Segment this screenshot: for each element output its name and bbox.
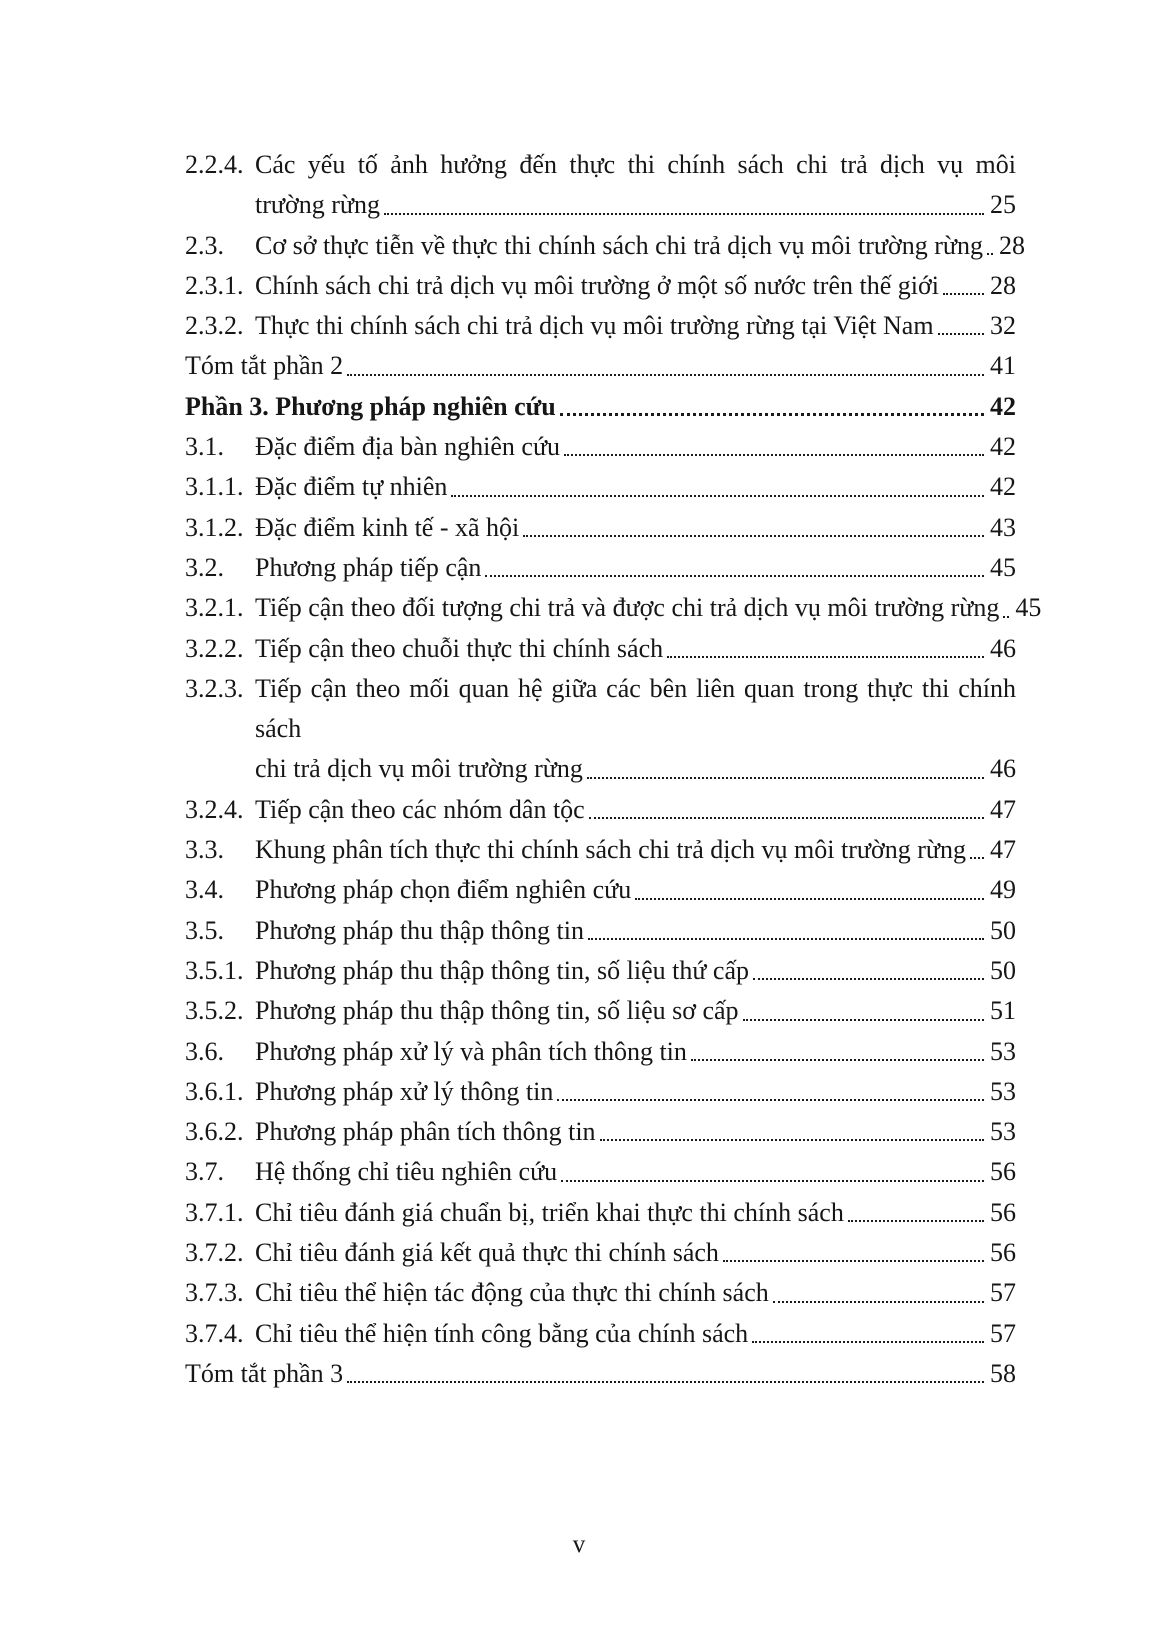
toc-entry	[185, 790, 1016, 830]
toc-entry-summary	[185, 1354, 1016, 1394]
toc-entry-page: 46	[990, 633, 1016, 663]
toc-entry-number: 3.3.	[185, 835, 224, 865]
toc-entry-number: 3.2.1.	[185, 593, 244, 623]
toc-entry-page: 41	[990, 351, 1016, 381]
toc-entry-page: 50	[990, 955, 1016, 985]
toc-entry-page: 53	[990, 1076, 1016, 1106]
toc-entry-number: 3.1.1.	[185, 472, 244, 502]
toc-entry-number: 3.6.	[185, 1036, 224, 1066]
dot-leader	[584, 911, 988, 951]
toc-entry-page: 47	[990, 794, 1016, 824]
dot-leader	[749, 951, 988, 991]
toc-entry-number: 2.3.	[185, 230, 224, 260]
toc-entry-page: 46	[990, 754, 1016, 784]
toc-entry	[185, 1072, 1016, 1112]
toc-entry-number: 3.7.4.	[185, 1318, 244, 1348]
toc-entry-number: 2.3.1.	[185, 270, 244, 300]
toc-entry	[185, 830, 1016, 870]
dot-leader	[553, 1072, 988, 1112]
toc-entry-title: Khung phân tích thực thi chính sách chi trả dịch vụ môi trường rừng	[255, 835, 966, 865]
toc-entry-page: 53	[990, 1117, 1016, 1147]
dot-leader	[966, 830, 988, 870]
toc-entry-number: 3.5.	[185, 915, 224, 945]
toc-entry-page: 28	[998, 230, 1025, 260]
toc-entry	[185, 588, 1042, 628]
dot-leader	[343, 346, 988, 386]
toc-entry-body	[255, 669, 1016, 790]
dot-leader	[583, 749, 988, 789]
dot-leader	[556, 387, 988, 427]
dot-leader	[939, 266, 988, 306]
dot-leader	[983, 226, 997, 266]
toc-entry-number: 3.6.1.	[185, 1076, 244, 1106]
toc-entry	[185, 226, 1025, 266]
toc-entry	[185, 629, 1016, 669]
dot-leader	[596, 1112, 988, 1152]
toc-entry-page: 57	[990, 1318, 1016, 1348]
toc-entry-title: Tóm tắt phần 3	[185, 1358, 344, 1388]
toc-entry	[185, 145, 1016, 226]
toc-entry-number: 3.1.2.	[185, 512, 244, 542]
toc-entry-page: 51	[990, 996, 1016, 1026]
toc-entry-title: Phương pháp tiếp cận	[255, 552, 482, 582]
toc-entry-number: 3.2.3.	[185, 673, 244, 703]
toc-entry	[185, 951, 1016, 991]
footer-page-number: v	[572, 1531, 586, 1558]
dot-leader	[719, 1233, 988, 1273]
toc-entry-page: 56	[990, 1197, 1016, 1227]
toc-entry-title: Các yếu tố ảnh hưởng đến thực thi chính sách chi trả dịch vụ môi	[255, 150, 1016, 179]
toc-entry-page: 53	[990, 1036, 1016, 1066]
toc-entry-title: Phương pháp xử lý và phân tích thông tin	[255, 1036, 687, 1066]
toc-entry-title: Hệ thống chỉ tiêu nghiên cứu	[255, 1157, 558, 1187]
toc-entry-number: 3.7.	[185, 1157, 224, 1187]
dot-leader	[934, 306, 988, 346]
toc-entry-number: 3.5.1.	[185, 955, 244, 985]
toc-entry-number: 3.2.2.	[185, 633, 244, 663]
toc-entry-page: 45	[1015, 593, 1042, 623]
dot-leader	[519, 508, 988, 548]
toc-entry-number: 3.5.2.	[185, 996, 244, 1026]
toc-entry-title: Phần 3. Phương pháp nghiên cứu	[185, 391, 556, 421]
toc-entry-title-continued: chi trả dịch vụ môi trường rừng	[255, 754, 583, 784]
dot-leader	[769, 1273, 988, 1313]
toc-entry-page: 56	[990, 1157, 1016, 1187]
toc-entry-title: Tóm tắt phần 2	[185, 351, 344, 381]
toc-entry-page: 57	[990, 1278, 1016, 1308]
dot-leader	[687, 1032, 988, 1072]
toc-entry	[185, 1112, 1016, 1152]
toc-entry-page: 42	[990, 432, 1016, 462]
toc-entry-number: 3.1.	[185, 432, 224, 462]
toc-entry-title: Chỉ tiêu đánh giá kết quả thực thi chính sách	[255, 1238, 719, 1268]
toc-part-heading	[185, 387, 1016, 427]
toc-entry-page: 42	[990, 391, 1016, 421]
toc-entry-title: Đặc điểm kinh tế - xã hội	[255, 512, 520, 542]
toc-entry-title: Thực thi chính sách chi trả dịch vụ môi trường rừng tại Việt Nam	[255, 311, 934, 341]
dot-leader	[663, 629, 988, 669]
toc-entry	[185, 1193, 1016, 1233]
toc-entry-title: Tiếp cận theo chuỗi thực thi chính sách	[255, 633, 664, 663]
toc-entry-body	[255, 145, 1016, 226]
toc-entry-title: Tiếp cận theo đối tượng chi trả và được chi trả dịch vụ môi trường rừng	[255, 593, 1000, 623]
dot-leader	[748, 1314, 988, 1354]
toc-entry	[185, 508, 1016, 548]
toc-entry-title: Tiếp cận theo các nhóm dân tộc	[255, 794, 585, 824]
toc-entry-number: 3.6.2.	[185, 1117, 244, 1147]
toc-entry-number: 3.4.	[185, 875, 224, 905]
toc-entry	[185, 1233, 1016, 1273]
dot-leader	[343, 1354, 988, 1394]
toc-entry-number: 3.7.2.	[185, 1238, 244, 1268]
toc-entry-number: 3.7.3.	[185, 1278, 244, 1308]
toc-entry-page: 56	[990, 1238, 1016, 1268]
toc-entry-summary	[185, 346, 1016, 386]
dot-leader	[447, 467, 988, 507]
toc-entry-title: Phương pháp xử lý thông tin	[255, 1076, 554, 1106]
toc-entry	[185, 1152, 1016, 1192]
toc-entry-title: Chỉ tiêu thể hiện tác động của thực thi chính sách	[255, 1278, 769, 1308]
toc-entry-page: 58	[990, 1358, 1016, 1388]
toc-entry-number: 2.3.2.	[185, 311, 244, 341]
toc-entry	[185, 991, 1016, 1031]
dot-leader	[999, 588, 1013, 628]
toc-entry	[185, 911, 1016, 951]
dot-leader	[557, 1152, 988, 1192]
toc-entry-number: 3.2.	[185, 552, 224, 582]
toc-entry-title: Cơ sở thực tiễn về thực thi chính sách chi trả dịch vụ môi trường rừng	[255, 230, 983, 260]
dot-leader	[560, 427, 988, 467]
toc-entry-number: 2.2.4.	[185, 150, 244, 179]
dot-leader	[481, 548, 988, 588]
toc-entry	[185, 1314, 1016, 1354]
toc-entry	[185, 1032, 1016, 1072]
toc-entry-title-continued: trường rừng	[255, 190, 380, 220]
dot-leader	[585, 790, 988, 830]
page-footer	[0, 1531, 1158, 1559]
toc-entry-page: 42	[990, 472, 1016, 502]
toc-entry-page: 32	[990, 311, 1016, 341]
toc-entry-title: Phương pháp thu thập thông tin, số liệu sơ cấp	[255, 996, 739, 1026]
toc-entry-title: Tiếp cận theo mối quan hệ giữa các bên liên quan trong thực thi chính sách	[255, 673, 1016, 744]
toc-entry	[185, 669, 1016, 790]
toc-entry	[185, 548, 1016, 588]
toc-entry-title: Đặc điểm địa bàn nghiên cứu	[255, 432, 561, 462]
toc-entry-title: Chỉ tiêu thể hiện tính công bằng của chính sách	[255, 1318, 749, 1348]
toc-entry-page: 49	[990, 875, 1016, 905]
toc-entry-page: 28	[990, 270, 1016, 300]
dot-leader	[844, 1193, 988, 1233]
toc-entry	[185, 306, 1016, 346]
dot-leader	[739, 991, 988, 1031]
toc-entry-title: Đặc điểm tự nhiên	[255, 472, 448, 502]
toc-entry	[185, 1273, 1016, 1313]
toc-entry	[185, 870, 1016, 910]
toc-entry-title: Chỉ tiêu đánh giá chuẩn bị, triển khai thực thi chính sách	[255, 1197, 844, 1227]
toc-entry	[185, 467, 1016, 507]
toc-entry-page: 43	[990, 512, 1016, 542]
toc-entry-title: Phương pháp chọn điểm nghiên cứu	[255, 875, 632, 905]
toc-entry-page: 50	[990, 915, 1016, 945]
dot-leader	[631, 870, 988, 910]
table-of-contents	[185, 145, 1042, 1394]
toc-entry-page: 47	[990, 835, 1016, 865]
toc-entry	[185, 427, 1016, 467]
toc-entry	[185, 266, 1016, 306]
toc-entry-page: 25	[990, 190, 1016, 220]
toc-entry-number: 3.7.1.	[185, 1197, 244, 1227]
toc-entry-page: 45	[990, 552, 1016, 582]
toc-entry-title: Phương pháp thu thập thông tin, số liệu thứ cấp	[255, 955, 749, 985]
toc-entry-title: Phương pháp thu thập thông tin	[255, 915, 584, 945]
dot-leader	[380, 185, 988, 225]
toc-entry-title: Phương pháp phân tích thông tin	[255, 1117, 596, 1147]
toc-entry-title: Chính sách chi trả dịch vụ môi trường ở một số nước trên thế giới	[255, 270, 939, 300]
toc-entry-number: 3.2.4.	[185, 794, 244, 824]
